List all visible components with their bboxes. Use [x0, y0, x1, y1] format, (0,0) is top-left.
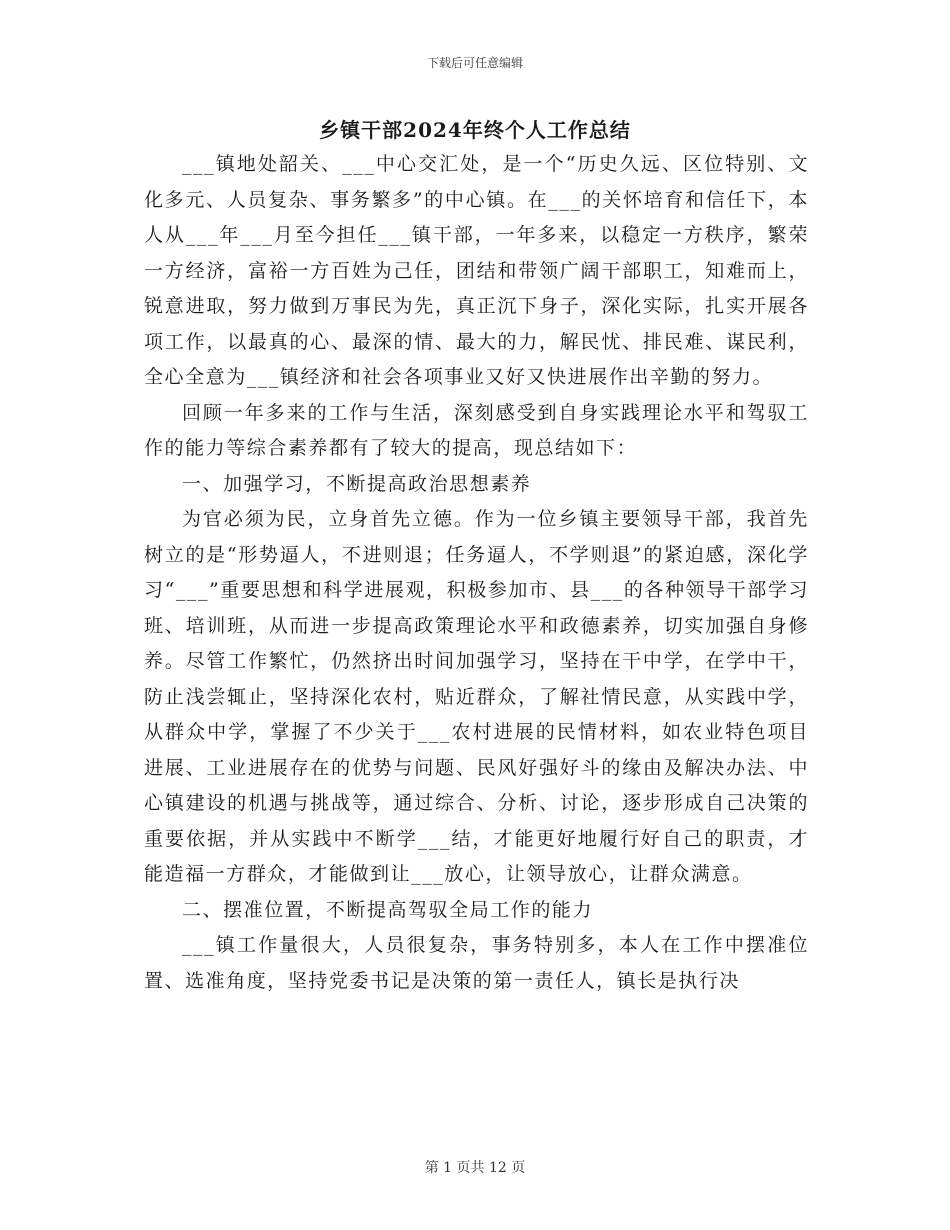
paragraph-review: 回顾一年多来的工作与生活，深刻感受到自身实践理论水平和驾驭工作的能力等综合素养都有了较大的提高，现总结如下： [144, 401, 809, 459]
document-title: 乡镇干部2024年终个人工作总结 [319, 118, 631, 142]
paragraph-intro: ___镇地处韶关、___中心交汇处，是一个“历史久远、区位特别、文化多元、人员复杂、事务繁多”的中心镇。在___的关怀培育和信任下，本人从___年___月至今担任___镇干部，一年多来，以稳定一方秩序，繁荣一方经济，富裕一方百姓为己任，团结和带领广阔干部职工，知难而上，锐意进取，努力做到万事民为先，真正沉下身子，深化实际，扎实开展各项工作，以最真的心、最深的情、最大的力，解民忧、排民难、谋民利，全心全意为___镇经济和社会各项事业又好又快进展作出辛勤的努力。 [144, 153, 809, 388]
section-heading-2: 二、摆准位置，不断提高驾驭全局工作的能力 [182, 898, 594, 921]
paragraph-section-2: ___镇工作量很大，人员很复杂，事务特别多，本人在工作中摆准位置、选准角度，坚持党委书记是决策的第一责任人，镇长是执行决 [144, 934, 809, 992]
document-body [144, 147, 809, 999]
header-note: 下载后可任意编辑 [426, 56, 523, 70]
page-number-footer: 第 1 页共 12 页 [424, 1160, 526, 1176]
paragraph-section-1: 为官必须为民，立身首先立德。作为一位乡镇主要领导干部，我首先树立的是“形势逼人，不进则退；任务逼人，不学则退”的紧迫感，深化学习“___”重要思想和科学进展观，积极参加市、县___的各种领导干部学习班、培训班，从而进一步提高政策理论水平和政德素养，切实加强自身修养。尽管工作繁忙，仍然挤出时间加强学习，坚持在干中学，在学中干，防止浅尝辄止，坚持深化农村，贴近群众，了解社情民意，从实践中学，从群众中学，掌握了不少关于___农村进展的民情材料，如农业特色项目进展、工业进展存在的优势与问题、民风好强好斗的缘由及解决办法、中心镇建设的机遇与挑战等，通过综合、分析、讨论，逐步形成自己决策的重要依据，并从实践中不断学___结，才能更好地履行好自己的职责，才能造福一方群众，才能做到让___放心，让领导放心，让群众满意。 [144, 508, 809, 885]
section-heading-1: 一、加强学习，不断提高政治思想素养 [182, 472, 532, 495]
